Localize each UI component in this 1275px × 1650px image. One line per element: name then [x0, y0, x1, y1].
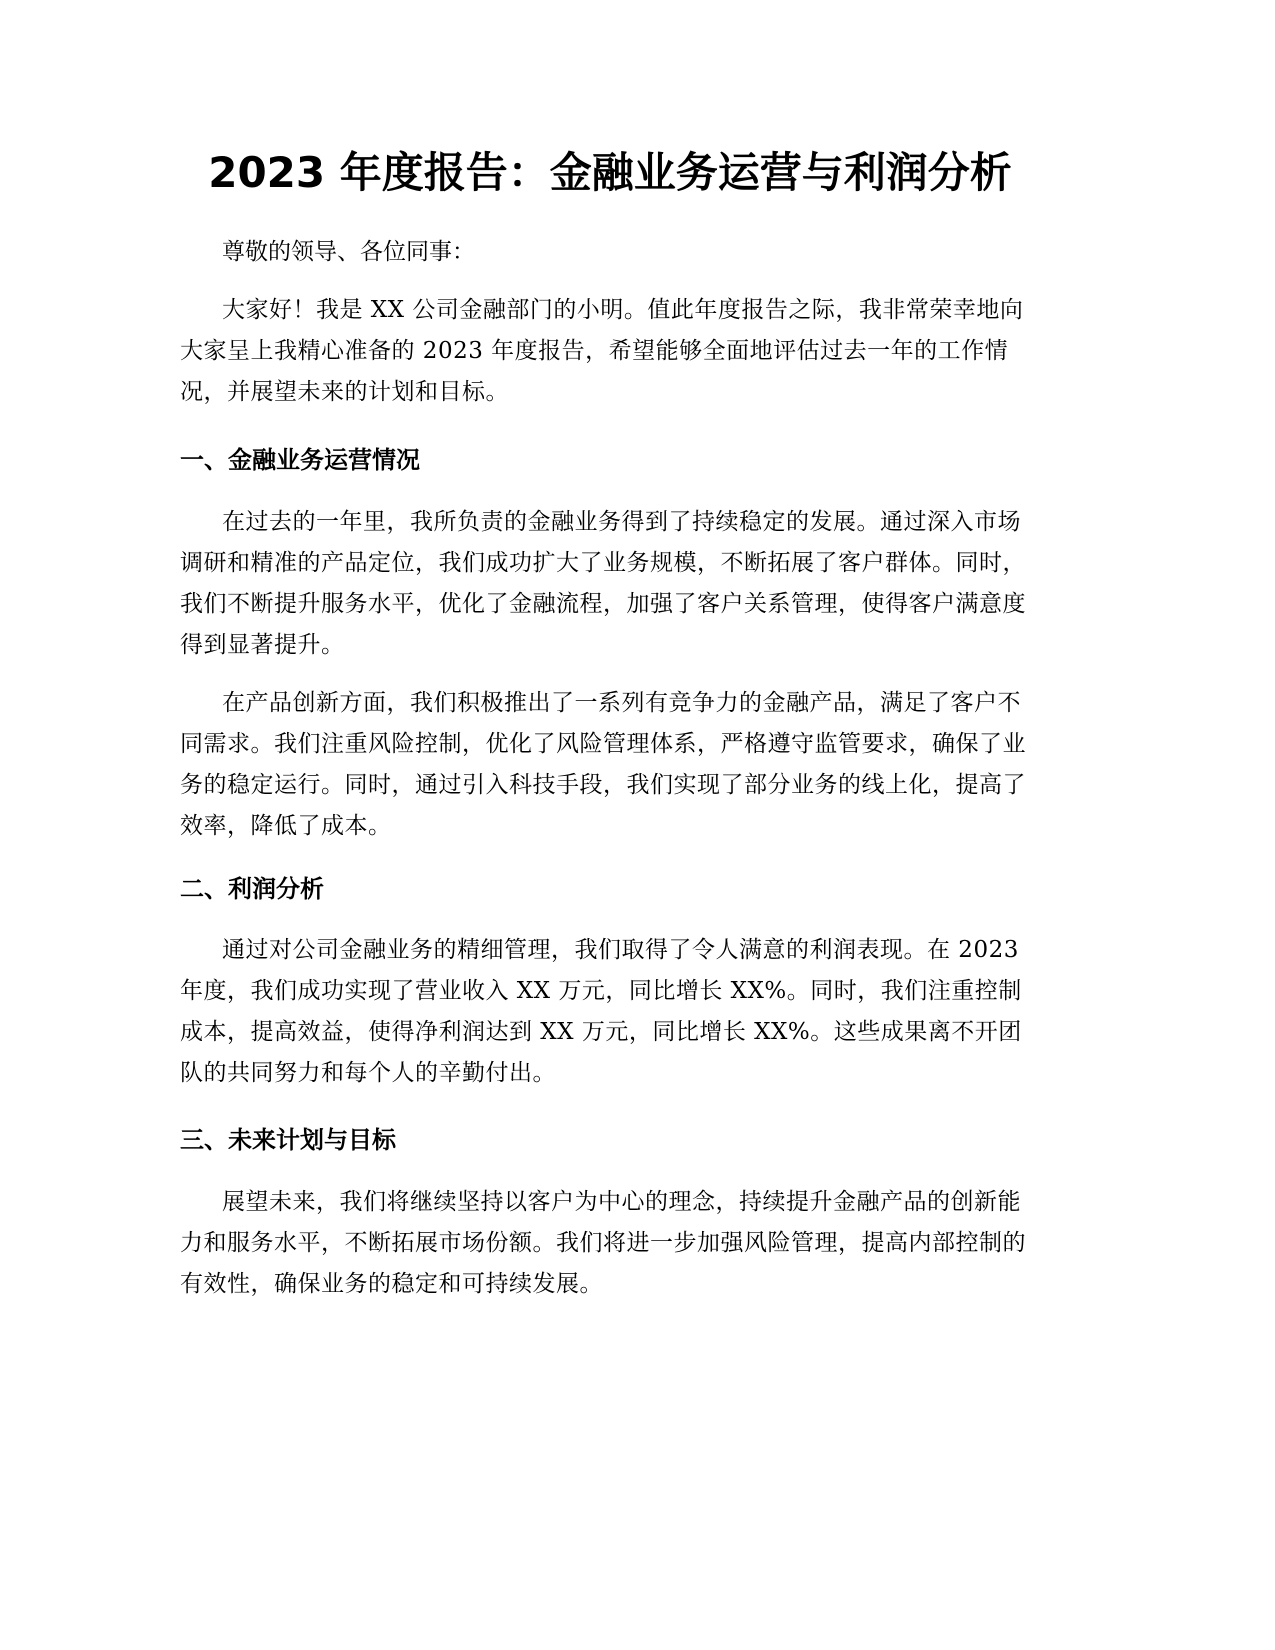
section-heading-profit: 二、利润分析: [180, 875, 324, 903]
section-heading-operations: 一、金融业务运营情况: [180, 446, 420, 474]
salutation: 尊敬的领导、各位同事：: [222, 239, 475, 265]
section-heading-future: 三、未来计划与目标: [180, 1126, 396, 1154]
intro-paragraph: 大家好！我是 XX 公司金融部门的小明。值此年度报告之际，我非常荣幸地向大家呈上我精心准备的 2023 年度报告，希望能够全面地评估过去一年的工作情况，并展望未来的计划和目标。: [180, 297, 1024, 405]
future-paragraph: 展望未来，我们将继续坚持以客户为中心的理念，持续提升金融产品的创新能力和服务水平，不断拓展市场份额。我们将进一步加强风险管理，提高内部控制的有效性，确保业务的稳定和可持续发展。: [180, 1189, 1026, 1297]
document-title: 2023 年度报告：金融业务运营与利润分析: [208, 148, 1012, 197]
operations-paragraph-2: 在产品创新方面，我们积极推出了一系列有竞争力的金融产品，满足了客户不同需求。我们注重风险控制，优化了风险管理体系，严格遵守监管要求，确保了业务的稳定运行。同时，通过引入科技手段，我们实现了部分业务的线上化，提高了效率，降低了成本。: [180, 690, 1026, 839]
profit-paragraph: 通过对公司金融业务的精细管理，我们取得了令人满意的利润表现。在 2023 年度，我们成功实现了营业收入 XX 万元，同比增长 XX%。同时，我们注重控制成本，提高效益，使得净利润达到 XX 万元，同比增长 XX%。这些成果离不开团队的共同努力和每个人的辛勤付出。: [180, 937, 1022, 1086]
operations-paragraph-1: 在过去的一年里，我所负责的金融业务得到了持续稳定的发展。通过深入市场调研和精准的产品定位，我们成功扩大了业务规模，不断拓展了客户群体。同时，我们不断提升服务水平，优化了金融流程，加强了客户关系管理，使得客户满意度得到显著提升。: [180, 509, 1026, 658]
